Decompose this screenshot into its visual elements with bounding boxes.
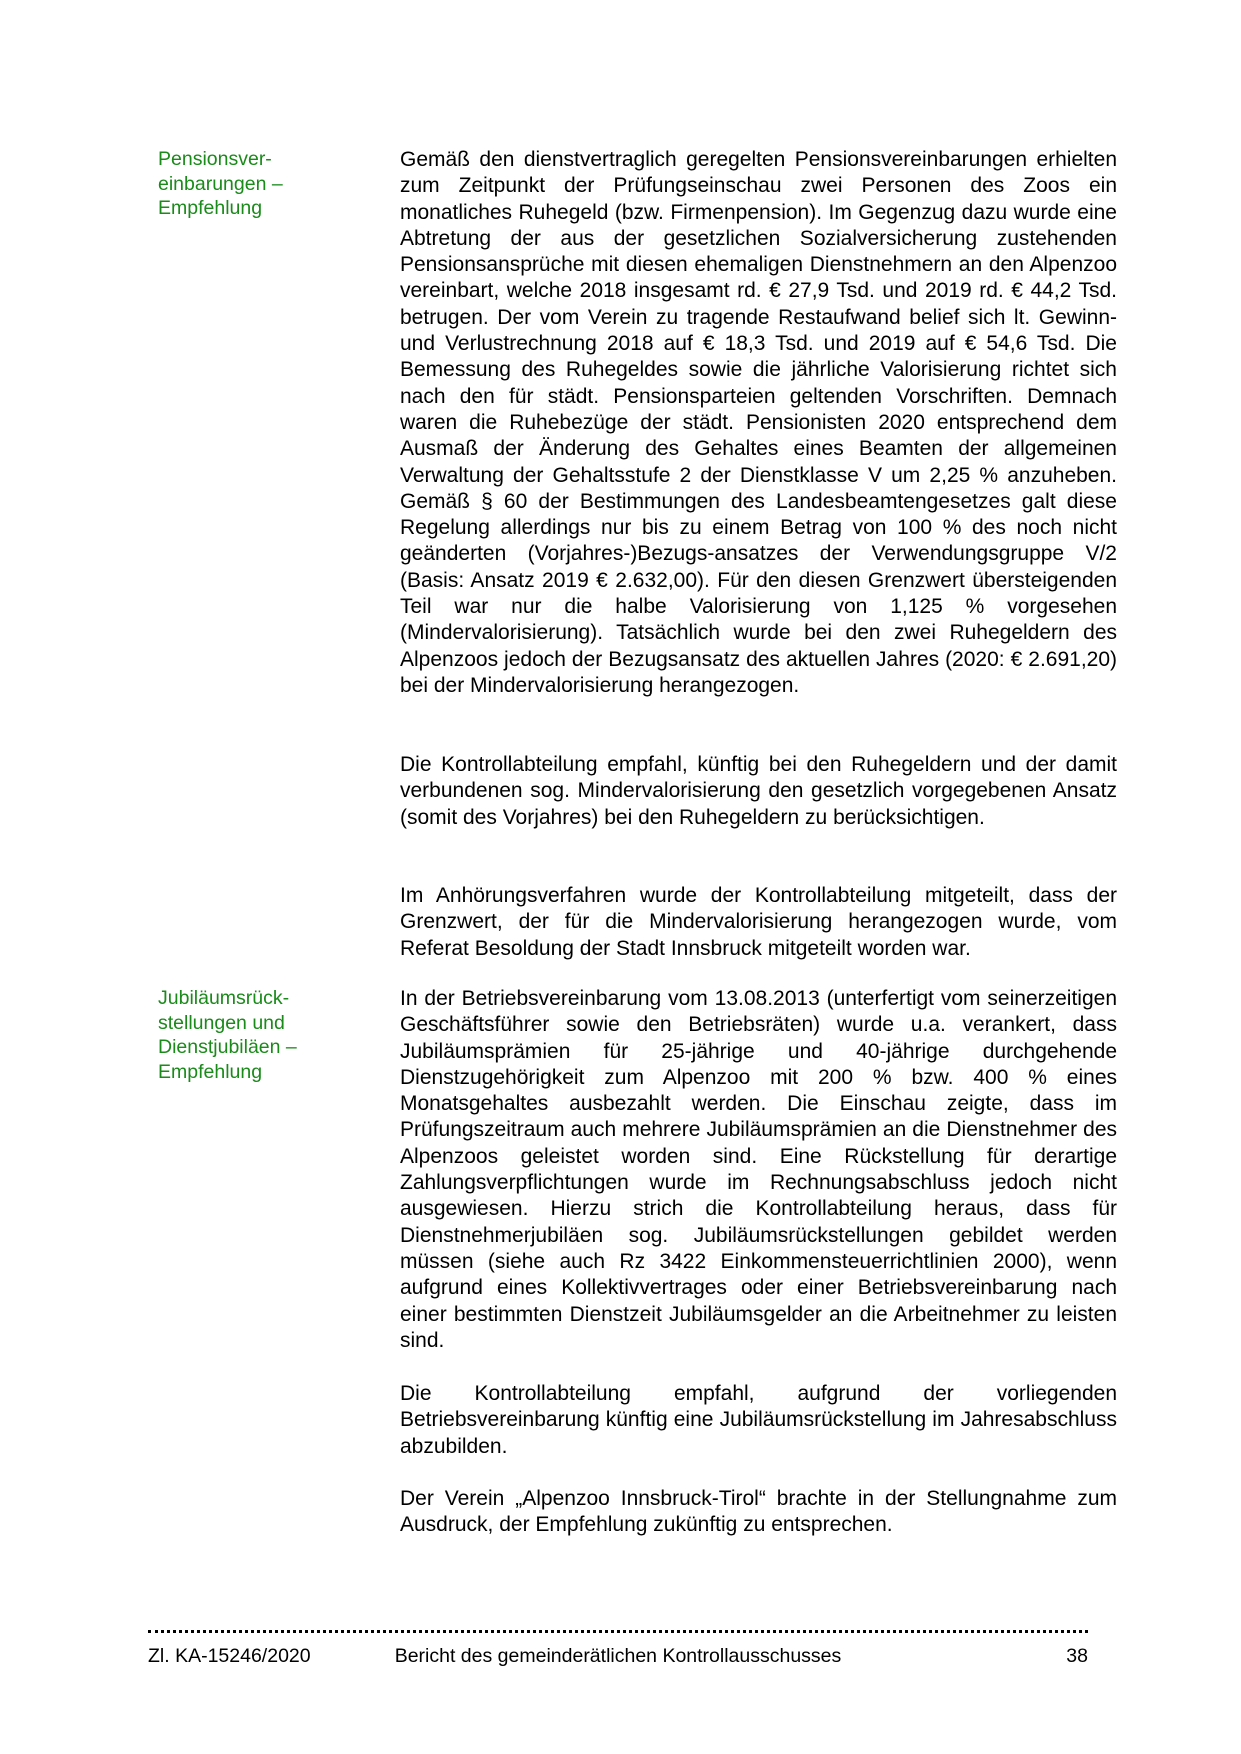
paragraph-pensions-1: Gemäß den dienstvertraglich geregelten Pensionsvereinbarungen erhielten zum Zeitpunkt der Prüfungseinschau zwei Personen des Zoos ein monatliches Ruhegeld (bzw. Firmenpension). Im Gegenzug dazu wurde eine Abtretung der aus der gesetzlichen Sozialversicherung zustehenden Pensionsansprüche mit diesen ehemaligen Dienstnehmern an den Alpenzoo vereinbart, welche 2018 insgesamt rd. € 27,9 Tsd. und 2019 rd. € 44,2 Tsd. betrugen. Der vom Verein zu tragende Restaufwand belief sich lt. Gewinn- und Verlustrechnung 2018 auf € 18,3 Tsd. und 2019 auf € 54,6 Tsd. Die Bemessung des Ruhegeldes sowie die jährliche Valorisierung richtet sich nach den für städt. Pensionsparteien geltenden Vorschriften. Demnach waren die Ruhebezüge der städt. Pensionisten 2020 entsprechend dem Ausmaß der Änderung des Gehaltes eines Beamten der allgemeinen Verwaltung der Gehaltsstufe 2 der Dienstklasse V um 2,25 % anzuheben. Gemäß § 60 der Bestimmungen des Landesbeamtengesetzes galt diese Regelung allerdings nur bis zu einem Betrag von 100 % des noch nicht geänderten (Vorjahres-)Bezugs-ansatzes der Verwendungsgruppe V/2 (Basis: Ansatz 2019 € 2.632,00). Für den diesen Grenzwert übersteigenden Teil war nur die halbe Valorisierung von 1,125 % vorgesehen (Mindervalorisierung). Tatsächlich wurde bei den zwei Ruhegeldern des Alpenzoos jedoch der Bezugsansatz des aktuellen Jahres (2020: € 2.691,20) bei der Mindervalorisierung herangezogen. [400,148,1117,697]
footer-reference: Zl. KA-15246/2020 [148,1645,311,1667]
footer-report-title: Bericht des gemeinderätlichen Kontrollausschusses [394,1645,842,1667]
paragraph-jubilees-3: Der Verein „Alpenzoo Innsbruck-Tirol“ brachte in der Stellungnahme zum Ausdruck, der Empfehlung zukünftig zu entsprechen. [400,1487,1117,1537]
section-jubilees [400,986,1117,1354]
footer-page-number: 38 [1066,1645,1088,1667]
section-jubilees-recommendation [400,1381,1117,1460]
page-footer [148,1644,1088,1672]
paragraph-jubilees-1: In der Betriebsvereinbarung vom 13.08.2013 (unterfertigt vom seinerzeitigen Geschäftsführer sowie den Betriebsräten) wurde u.a. verankert, dass Jubiläumsprämien für 25-jährige und 40-jährige durchgehende Dienstzugehörigkeit zum Alpenzoo mit 200 % bzw. 400 % eines Monatsgehaltes ausbezahlt werden. Die Einschau zeigte, dass im Prüfungszeitraum auch mehrere Jubiläumsprämien an die Dienstnehmer des Alpenzoos geleistet worden sind. Eine Rückstellung für derartige Zahlungsverpflichtungen wurde im Rechnungsabschluss jedoch nicht ausgewiesen. Hierzu strich die Kontrollabteilung heraus, dass für Dienstnehmerjubiläen sog. Jubiläumsrückstellungen gebildet werden müssen (siehe auch Rz 3422 Einkommensteuerrichtlinien 2000), wenn aufgrund eines Kollektivvertrages oder einer Betriebsvereinbarung nach einer bestimmten Dienstzeit Jubiläumsgelder an die Arbeitnehmer zu leisten sind. [400,987,1117,1352]
margin-label-pensions: Pensionsver- einbarungen – Empfehlung [158,148,283,219]
paragraph-pensions-2: Die Kontrollabteilung empfahl, künftig bei den Ruhegeldern und der damit verbundenen sog. Mindervalorisierung den gesetzlich vorgegebenen Ansatz (somit des Vorjahres) bei den Ruhegeldern zu berücksichtigen. [400,753,1117,829]
section-pensions-recommendation [400,752,1117,831]
margin-label-jubilees: Jubiläumsrück- stellungen und Dienstjubiläen – Empfehlung [158,987,297,1083]
paragraph-jubilees-2: Die Kontrollabteilung empfahl, aufgrund der vorliegenden Betriebsvereinbarung künftig eine Jubiläumsrückstellung im Jahresabschluss abzubilden. [400,1382,1117,1458]
section-jubilees-statement [400,1486,1117,1539]
section-pensions [400,147,1117,699]
paragraph-pensions-3: Im Anhörungsverfahren wurde der Kontrollabteilung mitgeteilt, dass der Grenzwert, der für die Mindervalorisierung herangezogen wurde, vom Referat Besoldung der Stadt Innsbruck mitgeteilt worden war. [400,884,1117,960]
footer-divider [148,1630,1088,1633]
section-pensions-hearing [400,883,1117,962]
